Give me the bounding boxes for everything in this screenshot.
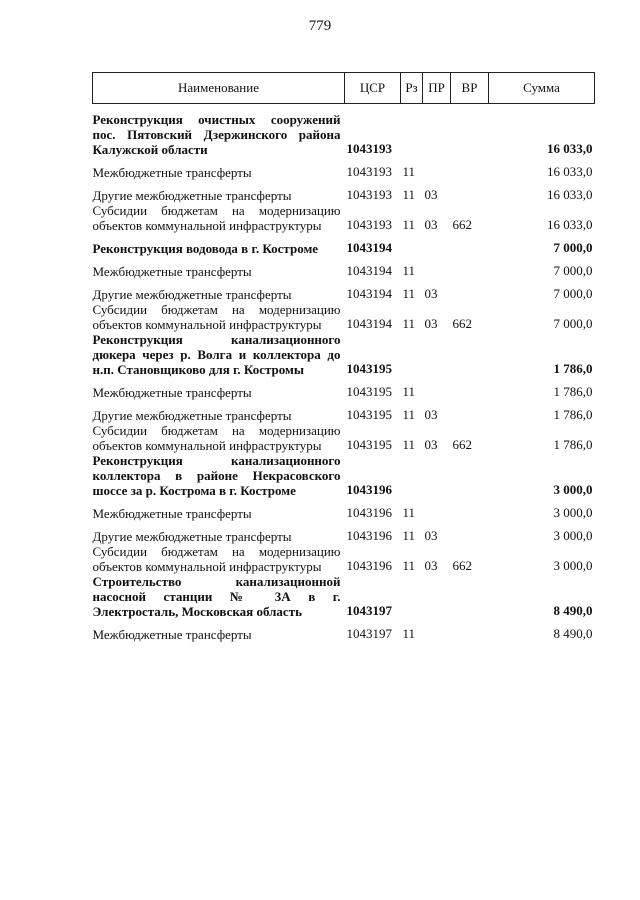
row-pr <box>423 233 451 256</box>
row-name: Другие межбюджетные трансферты <box>92 188 292 203</box>
row-sum: 1 786,0 <box>553 437 593 452</box>
row-rz: 11 <box>402 437 416 452</box>
table-row <box>93 256 595 279</box>
row-csr: 1043197 <box>346 626 392 641</box>
row-rz: 11 <box>402 263 416 278</box>
row-sum: 1 786,0 <box>553 407 593 422</box>
row-sum: 7 000,0 <box>553 286 593 301</box>
row-pr: 03 <box>424 187 438 202</box>
row-name: Другие межбюджетные трансферты <box>92 408 292 423</box>
row-vr <box>451 619 489 642</box>
row-rz: 11 <box>402 187 416 202</box>
row-name: Субсидии бюджетам на модернизацию объектов коммунальной инфраструктуры <box>92 302 341 332</box>
row-name: Реконструкция канализационного дюкера через р. Волга и коллектора до н.п. Становщиково для г. Костромы <box>92 332 341 377</box>
row-rz: 11 <box>402 407 416 422</box>
row-name: Реконструкция водовода в г. Костроме <box>92 241 319 256</box>
row-name: Межбюджетные трансферты <box>92 264 252 279</box>
row-vr <box>451 233 489 256</box>
row-pr <box>423 157 451 180</box>
table-row <box>93 498 595 521</box>
header-name: Наименование <box>93 73 345 104</box>
table-row-section <box>93 453 595 498</box>
row-pr: 03 <box>424 528 438 543</box>
row-vr: 662 <box>452 316 472 331</box>
row-rz: 11 <box>402 384 416 399</box>
row-pr: 03 <box>424 217 438 232</box>
row-sum: 3 000,0 <box>553 482 593 497</box>
row-sum: 8 490,0 <box>553 626 593 641</box>
row-vr <box>451 157 489 180</box>
row-sum: 1 786,0 <box>553 384 593 399</box>
spacer-row <box>93 104 595 113</box>
budget-table <box>92 72 595 642</box>
row-pr <box>423 112 451 157</box>
row-name: Субсидии бюджетам на модернизацию объектов коммунальной инфраструктуры <box>92 544 341 574</box>
table-row <box>93 157 595 180</box>
row-rz: 11 <box>402 505 416 520</box>
row-rz <box>401 453 423 498</box>
header-csr: ЦСР <box>345 73 401 104</box>
table-row <box>93 544 595 574</box>
row-rz <box>401 574 423 619</box>
row-csr: 1043196 <box>346 505 392 520</box>
table-body <box>93 104 595 643</box>
row-sum: 3 000,0 <box>553 558 593 573</box>
row-sum: 7 000,0 <box>553 316 593 331</box>
row-pr: 03 <box>424 316 438 331</box>
row-sum: 1 786,0 <box>553 361 593 376</box>
row-name: Реконструкция очистных сооружений пос. Пятовский Дзержинского района Калужской области <box>92 112 341 157</box>
header-sum: Сумма <box>489 73 595 104</box>
row-rz: 11 <box>402 528 416 543</box>
row-rz: 11 <box>402 558 416 573</box>
row-pr <box>423 453 451 498</box>
row-pr <box>423 377 451 400</box>
row-csr: 1043195 <box>346 384 392 399</box>
header-rz: Рз <box>401 73 423 104</box>
row-rz <box>401 112 423 157</box>
row-csr: 1043197 <box>346 603 392 618</box>
row-csr: 1043193 <box>346 217 392 232</box>
row-rz: 11 <box>402 316 416 331</box>
row-sum: 8 490,0 <box>553 603 593 618</box>
row-csr: 1043196 <box>346 558 392 573</box>
table-row-section <box>93 574 595 619</box>
row-pr <box>423 574 451 619</box>
row-vr <box>451 112 489 157</box>
table-row-section <box>93 332 595 377</box>
row-sum: 3 000,0 <box>553 505 593 520</box>
row-csr: 1043193 <box>346 141 392 156</box>
row-name: Субсидии бюджетам на модернизацию объектов коммунальной инфраструктуры <box>92 203 341 233</box>
table-row <box>93 619 595 642</box>
row-pr: 03 <box>424 407 438 422</box>
row-name: Межбюджетные трансферты <box>92 165 252 180</box>
table-row <box>93 400 595 423</box>
page-number: 779 <box>308 18 332 34</box>
row-pr: 03 <box>424 558 438 573</box>
row-vr <box>451 377 489 400</box>
row-csr: 1043193 <box>346 187 392 202</box>
row-csr: 1043194 <box>346 316 392 331</box>
row-name: Другие межбюджетные трансферты <box>92 529 292 544</box>
row-csr: 1043196 <box>346 528 392 543</box>
table-row <box>93 302 595 332</box>
row-name: Межбюджетные трансферты <box>92 506 252 521</box>
table-row <box>93 279 595 302</box>
row-pr <box>423 256 451 279</box>
row-name: Межбюджетные трансферты <box>92 627 252 642</box>
row-rz <box>401 332 423 377</box>
row-rz: 11 <box>402 217 416 232</box>
row-sum: 7 000,0 <box>553 263 593 278</box>
row-rz <box>401 233 423 256</box>
row-sum: 16 033,0 <box>547 187 593 202</box>
row-vr <box>451 574 489 619</box>
header-vr: ВР <box>451 73 489 104</box>
row-pr <box>423 498 451 521</box>
row-pr <box>423 332 451 377</box>
table-row <box>93 377 595 400</box>
table-row <box>93 203 595 233</box>
row-csr: 1043195 <box>346 437 392 452</box>
row-sum: 16 033,0 <box>547 164 593 179</box>
row-csr: 1043194 <box>346 240 392 255</box>
row-csr: 1043196 <box>346 482 392 497</box>
row-rz: 11 <box>402 164 416 179</box>
row-vr <box>451 400 489 423</box>
header-pr: ПР <box>423 73 451 104</box>
row-sum: 16 033,0 <box>547 141 593 156</box>
row-vr <box>451 332 489 377</box>
row-csr: 1043195 <box>346 361 392 376</box>
row-vr: 662 <box>452 437 472 452</box>
row-csr: 1043194 <box>346 263 392 278</box>
row-name: Межбюджетные трансферты <box>92 385 252 400</box>
row-vr <box>451 256 489 279</box>
row-pr <box>423 619 451 642</box>
row-pr: 03 <box>424 286 438 301</box>
row-vr <box>451 180 489 203</box>
table-row <box>93 521 595 544</box>
row-sum: 3 000,0 <box>553 528 593 543</box>
row-vr <box>451 521 489 544</box>
row-vr <box>451 453 489 498</box>
row-csr: 1043195 <box>346 407 392 422</box>
row-name: Строительство канализационной насосной станции № 3А в г. Электросталь, Московская область <box>92 574 341 619</box>
row-csr: 1043194 <box>346 286 392 301</box>
row-vr: 662 <box>452 558 472 573</box>
table-row <box>93 180 595 203</box>
row-name: Субсидии бюджетам на модернизацию объектов коммунальной инфраструктуры <box>92 423 341 453</box>
row-name: Другие межбюджетные трансферты <box>92 287 292 302</box>
table-row-section <box>93 233 595 256</box>
table-row <box>93 423 595 453</box>
row-sum: 7 000,0 <box>553 240 593 255</box>
row-rz: 11 <box>402 286 416 301</box>
row-vr <box>451 279 489 302</box>
table-header <box>93 73 595 104</box>
table-row-section <box>93 112 595 157</box>
row-vr <box>451 498 489 521</box>
row-name: Реконструкция канализационного коллектора в районе Некрасовского шоссе за р. Кострома в г. Костроме <box>92 453 341 498</box>
row-pr: 03 <box>424 437 438 452</box>
row-sum: 16 033,0 <box>547 217 593 232</box>
row-rz: 11 <box>402 626 416 641</box>
row-csr: 1043193 <box>346 164 392 179</box>
row-vr: 662 <box>452 217 472 232</box>
